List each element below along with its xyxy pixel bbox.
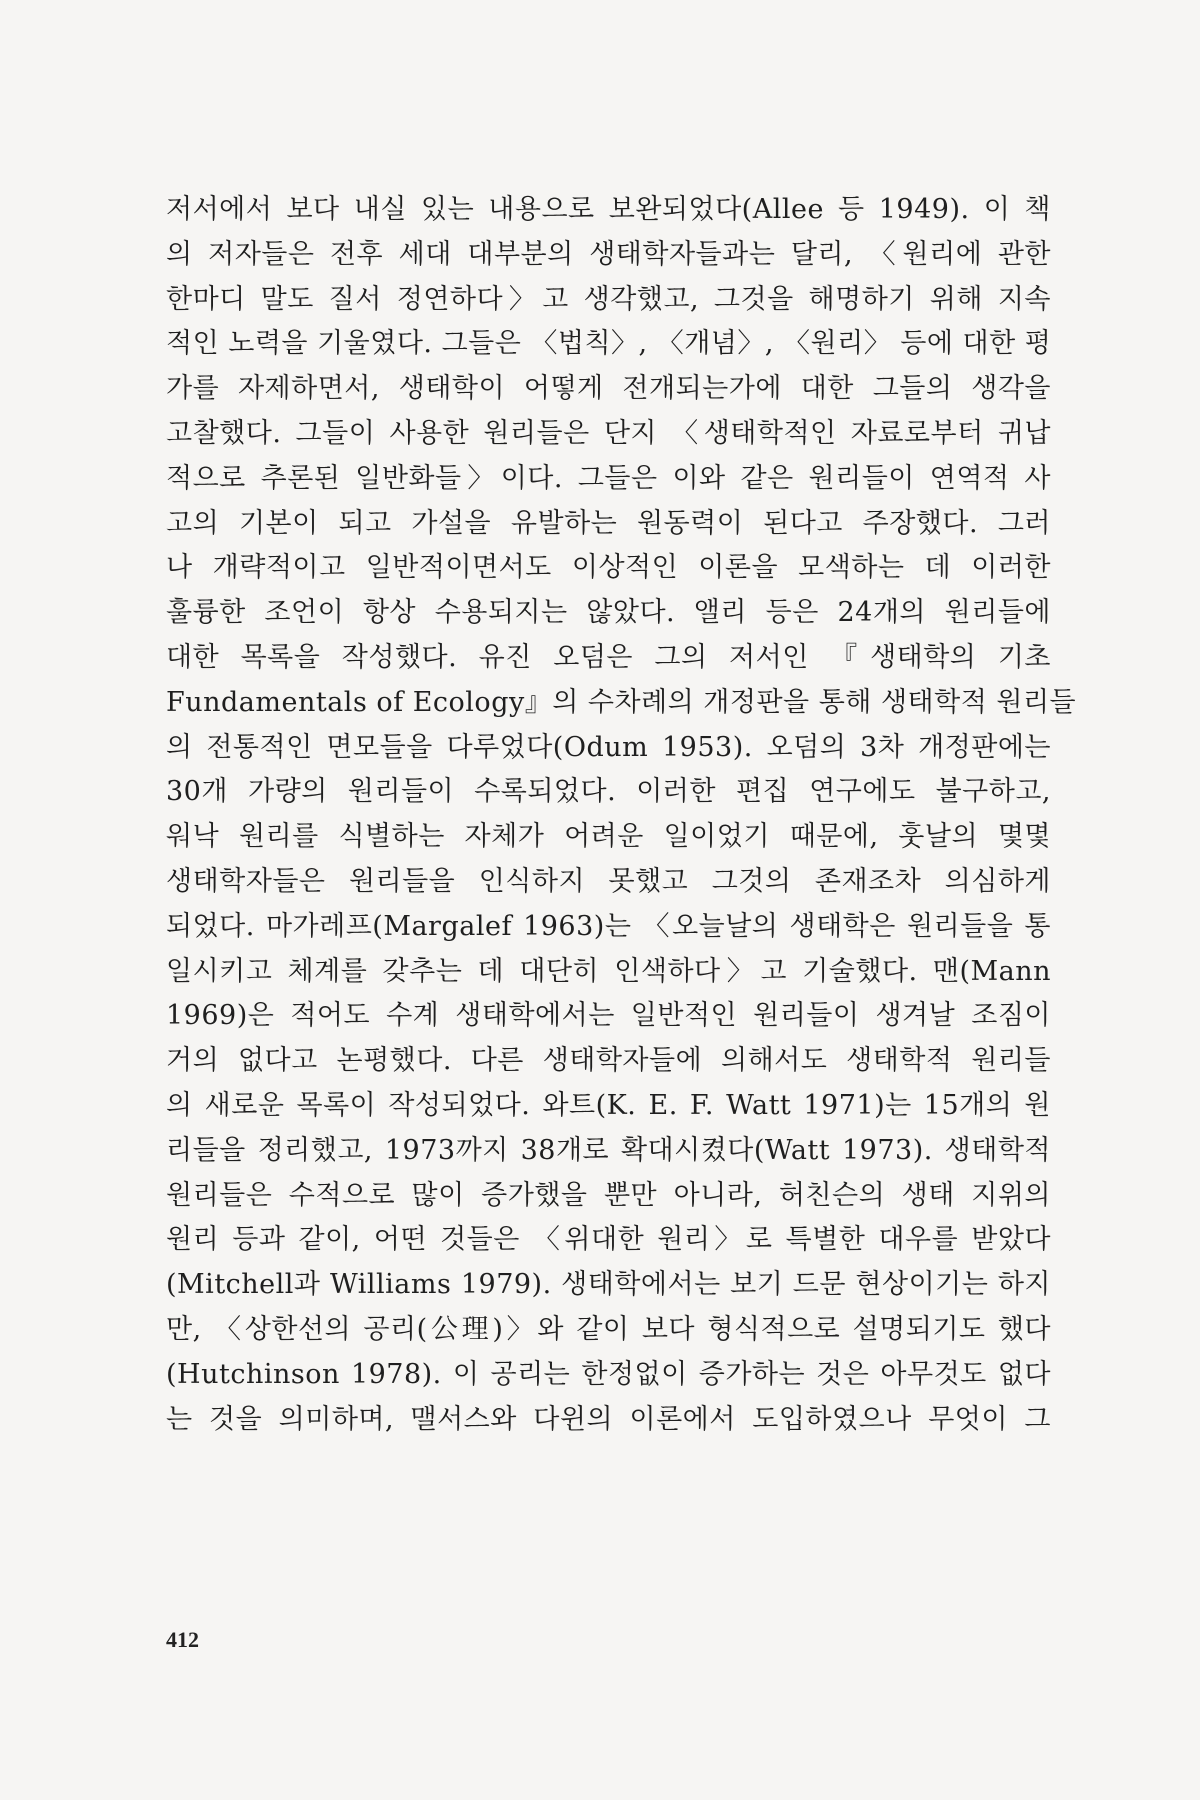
text-line: 원리 등과 같이, 어떤 것들은 〈위대한 원리〉로 특별한 대우를 받았다 — [166, 1224, 1051, 1256]
text-line: 만, 〈상한선의 공리(公理)〉와 같이 보다 형식적으로 설명되기도 했다 — [166, 1313, 1051, 1345]
text-line: 훌륭한 조언이 항상 수용되지는 않았다. 앨리 등은 24개의 원리들에 — [166, 597, 1051, 629]
text-line: (Hutchinson 1978). 이 공리는 한정없이 증가하는 것은 아무것도 없다 — [166, 1358, 1051, 1390]
text-line: 저서에서 보다 내실 있는 내용으로 보완되었다(Allee 등 1949). 이 책 — [166, 194, 1051, 225]
text-line: 고찰했다. 그들이 사용한 원리들은 단지 〈생태학적인 자료로부터 귀납 — [166, 417, 1051, 449]
text-line: 30개 가량의 원리들이 수록되었다. 이러한 편집 연구에도 불구하고, — [166, 776, 1051, 808]
text-line: 되었다. 마가레프(Margalef 1963)는 〈오늘날의 생태학은 원리들을 통 — [166, 910, 1051, 942]
text-line: 의 새로운 목록이 작성되었다. 와트(K. E. F. Watt 1971)는 15개의 원 — [166, 1089, 1051, 1121]
text-line: Fundamentals of Ecology』의 수차례의 개정판을 통해 생태학적 원리들 — [166, 686, 1077, 718]
text-line: 대한 목록을 작성했다. 유진 오덤은 그의 저서인 『생태학의 기초 — [166, 641, 1051, 673]
text-line: 거의 없다고 논평했다. 다른 생태학자들에 의해서도 생태학적 원리들 — [166, 1045, 1051, 1077]
text-line: 고의 기본이 되고 가설을 유발하는 원동력이 된다고 주장했다. 그러 — [166, 507, 1051, 539]
text-line: 1969)은 적어도 수계 생태학에서는 일반적인 원리들이 생겨날 조짐이 — [166, 1000, 1051, 1032]
text-line: 적인 노력을 기울였다. 그들은 〈법칙〉, 〈개념〉, 〈원리〉 등에 대한 평 — [166, 328, 1052, 360]
text-line: 한마디 말도 질서 정연하다〉고 생각했고, 그것을 해명하기 위해 지속 — [166, 283, 1051, 315]
text-line: 의 전통적인 면모들을 다루었다(Odum 1953). 오덤의 3차 개정판에는 — [166, 731, 1051, 763]
text-line: (Mitchell과 Williams 1979). 생태학에서는 보기 드문 현상이기는 하지 — [166, 1269, 1051, 1301]
text-line: 적으로 추론된 일반화들〉이다. 그들은 이와 같은 원리들이 연역적 사 — [166, 462, 1051, 494]
text-line: 일시키고 체계를 갖추는 데 대단히 인색하다〉고 기술했다. 맨(Mann — [166, 955, 1051, 987]
text-line: 나 개략적이고 일반적이면서도 이상적인 이론을 모색하는 데 이러한 — [166, 552, 1051, 584]
text-line: 워낙 원리를 식별하는 자체가 어려운 일이었기 때문에, 훗날의 몇몇 — [166, 821, 1051, 853]
page-number: 412 — [166, 1627, 199, 1652]
text-line: 가를 자제하면서, 생태학이 어떻게 전개되는가에 대한 그들의 생각을 — [166, 373, 1051, 405]
text-line: 는 것을 의미하며, 맬서스와 다윈의 이론에서 도입하였으나 무엇이 그 — [166, 1403, 1051, 1435]
text-line: 의 저자들은 전후 세대 대부분의 생태학자들과는 달리, 〈원리에 관한 — [166, 238, 1051, 270]
text-line: 생태학자들은 원리들을 인식하지 못했고 그것의 존재조차 의심하게 — [166, 865, 1051, 897]
body-text — [166, 188, 1077, 1442]
text-line: 리들을 정리했고, 1973까지 38개로 확대시켰다(Watt 1973). 생태학적 — [166, 1134, 1051, 1166]
text-line: 원리들은 수적으로 많이 증가했을 뿐만 아니라, 허친슨의 생태 지위의 — [166, 1179, 1051, 1211]
